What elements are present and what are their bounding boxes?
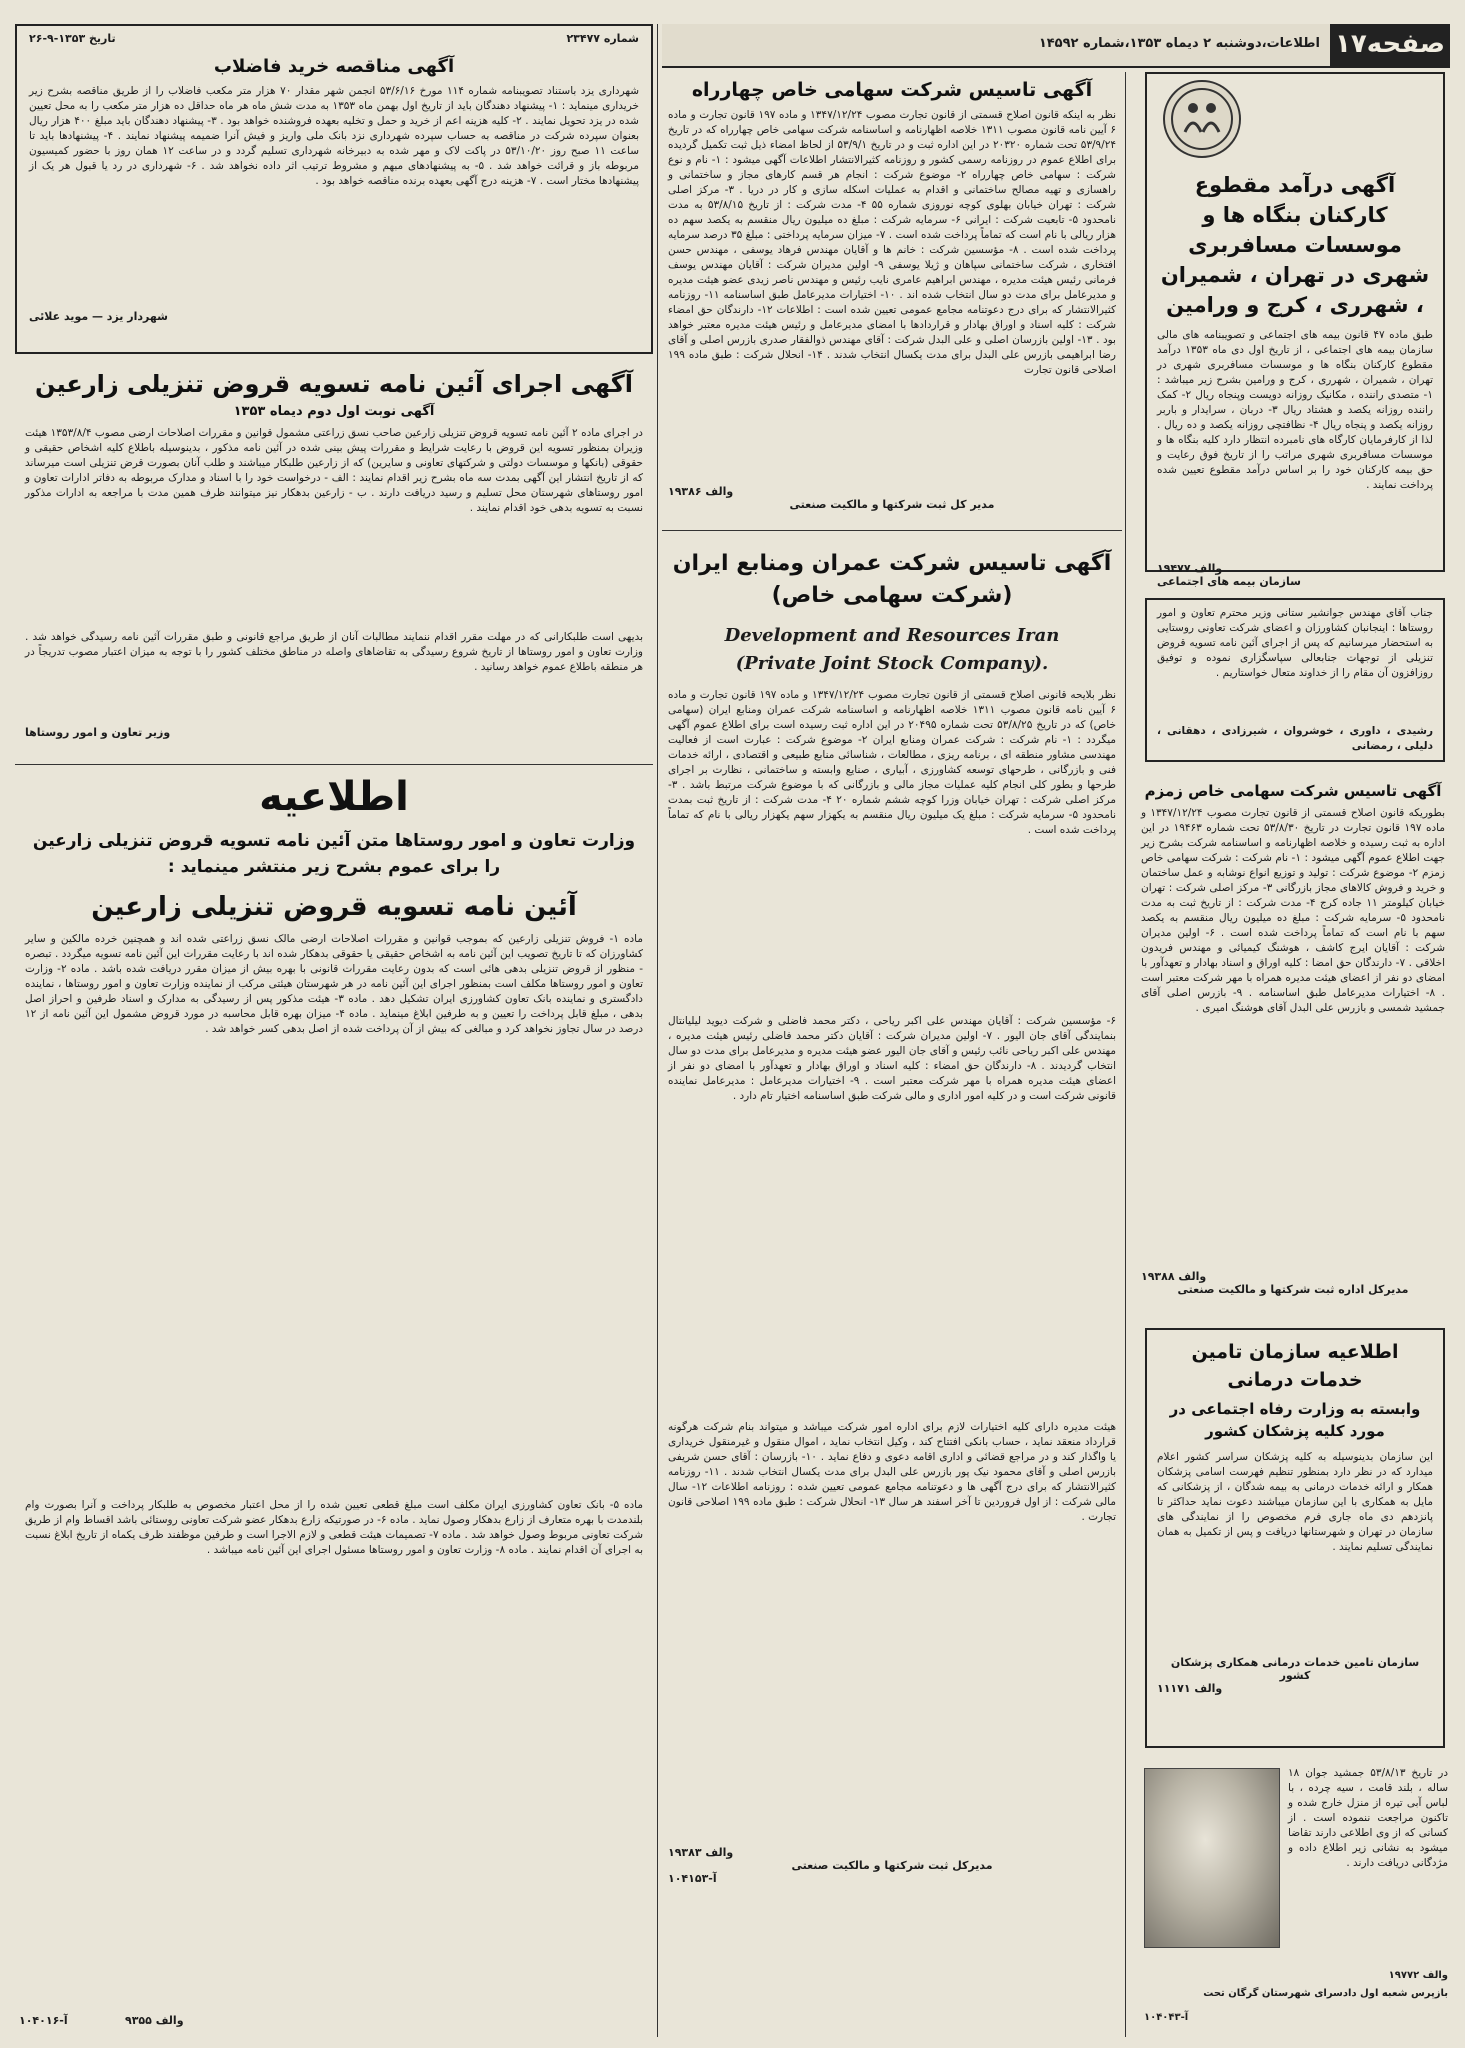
loan-notice-signature: وزیر تعاون و امور روستاها bbox=[25, 726, 171, 739]
section-rule bbox=[662, 530, 1122, 531]
zamzam-body: بطوریکه قانون اصلاح قسمتی از قانون تجارت مصوب ۱۳۴۷/۱۲/۲۴ و ماده ۱۹۷ قانون تجارت در تاریخ ۵۳/۸/۳۰ تحت شماره ۱۹۴۶۳ در این اداره به ثبت رسیده و خلاصه اظهارنامه و اساسنامه شرکت بشرح زیر جهت اطلاع عموم آگهی میشود : ۱- نام شرکت : شرکت سهامی خاص زمزم ۲- موضوع شرکت : تولید و توزیع انواع نوشابه و عمل ساختمان و خرید و فروش کالاهای مجاز بازرگانی ۳- مرکز اصلی شرکت : تهران خیابان کیلومتر ۱۱ جاده کرج ۴- مدت شرکت : از تاریخ ثبت به مدت نامحدود ۵- سرمایه شرکت : مبلغ ده میلیون ریال منقسم به یکصد سهم با نام است که تماماً پرداخت شده است . ۶- اولین مدیران شرکت : آقایان ایرج کاشف ، هوشنگ کیمیائی و مهندس فریدون اخلاقی . ۷- دارندگان حق امضا : کلیه اوراق و اسناد بهادار و تعهدآور با امضای دو نفر از اعضای هیئت مدیره همراه با مهر شرکت معتبر است . ۸- اختیارات مدیرعامل طبق اساسنامه . ۹- بازرس اصلی آقای جمشید شمسی و بازرس علی البدل آقای هوشنگ امیری . bbox=[1141, 807, 1446, 1014]
dev-resources-ref: والف ۱۹۳۸۳ bbox=[668, 1846, 734, 1859]
section-rule bbox=[15, 764, 653, 765]
missing-person-code: آ-۱۰۴۰۴۳ bbox=[1144, 2012, 1189, 2023]
insurance-ad-title: آگهی درآمد مقطوع کارکنان بنگاه ها و موسسات مسافربری شهری در تهران ، شمیران ، شهرری ، کرج و ورامین bbox=[1160, 173, 1430, 317]
yazd-body: شهرداری یزد باستناد تصویبنامه شماره ۱۱۴ مورخ ۵۳/۶/۱۶ انجمن شهر مقدار ۷۰ هزار متر مکعب فاضلاب را از طریق مناقصه بشرح زیر خریداری مینماید : ۱- پیشنهاد دهندگان باید از تاریخ اول بهمن ماه ۱۳۵۳ به مدت شش ماه هر ماه حداقل ده هزار متر مکعب را به محل تعیین شده در یزد تحویل نمایند . ۲- کلیه هزینه اعم از خرید و حمل و تخلیه بعهده فروشنده خواهد بود . ۳- پیشنهاد دهندگان باید مبلغ ۴۰۰ هزار ریال بعنوان سپرده شرکت در مناقصه به حساب سپرده شهرداری نزد بانک ملی واریز و فیش آنرا ضمیمه پیشنهاد نمایند . ۴- پیشنهادها باید تا ساعت ۱۱ صبح روز ۵۳/۱۰/۲۰ در پاکت لاک و مهر شده به دبیرخانه شهرداری تسلیم گردد و در ساعت ۱۲ همان روز با حضور کمیسیون مربوطه باز و قرائت خواهد شد . ۵- به پیشنهادهای مبهم و مشروط ترتیب اثر داده نخواهد شد . ۶- شهرداری در رد یا قبول هر یک از پیشنهادها مختار است . ۷- هزینه درج آگهی بعهده برنده مناقصه خواهد بود . bbox=[29, 85, 640, 187]
dev-resources-body-1: نظر بلایحه قانونی اصلاح قسمتی از قانون تجارت مصوب ۱۳۴۷/۱۲/۲۴ و ماده ۱۹۷ قانون تجارت و ماده ۶ آیین نامه قانون مصوب ۱۳۱۱ خلاصه اظهارنامه و اساسنامه شرکت عمران ومنابع ایران (سهامی خاص) که در تاریخ ۵۳/۸/۲۵ تحت شماره ۲۰۴۹۵ در این اداره ثبت رسیده است برای اطلاع عموم آگهی میگردد : ۱- نام شرکت : شرکت عمران ومنابع ایران ۲- موضوع شرکت : عبارت است از فعالیت مهندسی مشاور منطقه ای ، برنامه ریزی ، مطالعات ، شناسائی منابع طبیعی و اقتصادی ، ارائه خدمات فنی و بازرگانی ، طرحهای توسعه کشاورزی ، آبیاری ، صنایع وابسته و ساختمانی ، نظارت بر اجرای طرحها و بطور کلی انجام کلیه عملیات مجاز مالی و بازرگانی که با موضوع شرکت مرتبط باشد . ۳- مرکز اصلی شرکت : تهران خیابان وزرا کوچه ششم شماره ۲۰ ۴- مدت شرکت : از تاریخ ثبت بمدت نامحدود ۵- سرمایه شرکت : مبلغ یک میلیون ریال منقسم به یکهزار سهم یکهزار ریالی با نام که تماماً پرداخت شده است . bbox=[668, 689, 1117, 836]
chaharrah-ad bbox=[662, 76, 1122, 526]
dev-resources-ad bbox=[662, 540, 1122, 2030]
chaharrah-ref: والف ۱۹۳۸۶ bbox=[668, 485, 734, 498]
chaharrah-signature: مدیر کل ثبت شرکتها و مالکیت صنعتی bbox=[789, 498, 995, 511]
farmers-thanks-text: جناب آقای مهندس جوانشیر ستانی وزیر محترم تعاون و امور روستاها : اینجانبان کشاورزان و اعضای شرکت تعاونی روستایی به استحضار میرسانیم که پس از اجرای آئین نامه تسویه قروض تنزیلی از توجهات جنابعالی سپاسگزاری نموده و توفیق روزافزون آن مقام را از خداوند متعال خواستاریم . bbox=[1157, 607, 1433, 679]
loan-notice-title: آگهی اجرای آئین نامه تسویه قروض تنزیلی زارعین bbox=[35, 370, 633, 398]
insurance-ad-signature: سازمان بیمه های اجتماعی bbox=[1157, 575, 1301, 588]
health-notice-body: این سازمان بدینوسیله به کلیه پزشکان سراسر کشور اعلام میدارد که در نظر دارد بمنظور تنظیم فهرست اسامی پزشکان همکار و ارائه خدمات درمانی به بیمه شدگان ، از پزشکانی که مایل به همکاری با این سازمان میباشند دعوت نماید حداکثر تا پانزدهم دی ماه جاری فرم مخصوص را از نمایندگی های سازمان در تهران و شهرستانها دریافت و پس از تکمیل به همان نمایندگی تسلیم نمایند . bbox=[1157, 1451, 1433, 1553]
column-rule bbox=[1125, 72, 1126, 2037]
regulation-body-2: ماده ۵- بانک تعاون کشاورزی ایران مکلف است مبلغ قطعی تعیین شده را از محل اعتبار مخصوص به طلبکار پرداخت و آنرا بصورت وام بلندمدت با بهره متعارف از زارع بدهکار وصول نماید . ماده ۶- در صورتیکه زارع بدهکار عضو شرکت تعاونی روستائی باشد اقساط وام از طریق شرکت تعاونی مربوط وصول خواهد شد . ماده ۷- تصمیمات هیئت قطعی و لازم الاجرا است و طرفین موظفند ظرف یکماه از تاریخ ابلاغ نسبت به اجرای آن اقدام نمایند . ماده ۸- وزارت تعاون و امور روستاها مسئول اجرای این آئین نامه میباشد . bbox=[25, 1499, 644, 1556]
regulation-ref: والف ۹۳۵۵ bbox=[125, 2014, 184, 2027]
missing-person-photo bbox=[1144, 1768, 1280, 1948]
insurance-ad bbox=[1145, 72, 1445, 588]
yazd-date: تاریخ ۱۳۵۳-۹-۲۶ bbox=[29, 32, 116, 45]
insurance-ad-body: طبق ماده ۴۷ قانون بیمه های اجتماعی و تصویبنامه های مالی سازمان بیمه های اجتماعی ، از تاریخ اول دی ماه ۱۳۵۳ درآمد مقطوع کارکنان بنگاه ها و موسسات مسافربری شهری در تهران ، شمیران ، شهرری ، کرج و ورامین بشرح زیر میباشد : ۱- متصدی راننده ، مکانیک روزانه دویست وپنجاه ریال ۲- کمک راننده روزانه یکصد و هشتاد ریال ۳- دربان ، سرایدار و باربر روزانه یکصد و پنجاه ریال ۴- نظافتچی روزانه یکصد و ده ریال . لذا از کارفرمایان کارگاه های نامبرده انتظار دارد کلیه بنگاه ها و موسسات مسافربری شهری مراتب را از تاریخ فوق رعایت و حق بیمه کارکنان خود را بر اساس درآمد مقطوع تعیین شده پرداخت نمایند . bbox=[1157, 329, 1434, 491]
yazd-signature: شهردار یزد — موید علائی bbox=[29, 310, 168, 323]
health-notice bbox=[1145, 1328, 1445, 1748]
chaharrah-body: نظر به اینکه قانون اصلاح قسمتی از قانون تجارت مصوب ۱۳۴۷/۱۲/۲۴ و ماده ۱۹۷ قانون تجارت و ماده ۶ آیین نامه قانون مصوب ۱۳۱۱ خلاصه اظهارنامه و اساسنامه شرکت سهامی خاص چهارراه که در تاریخ ۵۳/۹/۲۴ تحت شماره ۲۰۳۲۰ در این اداره ثبت و در تاریخ ۵۳/۹/۱ از لحاظ امضاء ذیل ثبت تکمیل گردیده برای اطلاع عموم در روزنامه رسمی کشور و روزنامه کثیرالانتشار اطلاعات آگهی میشود : ۱- نام و نوع شرکت : سهامی خاص چهارراه ۲- موضوع شرکت : انجام هر قسم کارهای مجاز و ساختمانی و راهسازی و تهیه مصالح ساختمانی و اقدام به عملیات اسکله سازی و کار در دریا . ۳- مرکز اصلی شرکت : تهران خیابان بهلوی کوچه نوروزی شماره ۵۵ ۴- مدت شرکت : از تاریخ ۵۳/۸/۱۵ به مدت نامحدود ۵- تابعیت شرکت : ایرانی ۶- سرمایه شرکت : مبلغ ده میلیون ریال منقسم به یکصد سهم ده هزار ریالی با نام است که تماماً پرداخت شده است . ۷- میزان سرمایه پرداختی : مبلغ ۳۵ درصد سرمایه پرداخت شده است . ۸- مؤسسین شرکت : خانم ها و آقایان مهندس فرهاد یوسفی ، مهندس حسن افتخاری ، شرکت ساختمانی سپاهان و ژیلا یوسفی ۹- اولین مدیران شرکت : آقایان مهندس یوسف فرمانی رئیس هیئت مدیره ، مهندس ابراهیم عامری نایب رئیس و مهندس ناصر زیدی عضو هیئت مدیره و مدیرعامل برای مدت دو سال انتخاب شده اند . ۱۰- اختیارات مدیرعامل طبق اساسنامه ۱۱- روزنامه کثیرالانتشار که برای درج دعوتنامه مجامع عمومی تعیین شده است : اطلاعات ۱۲- دارندگان حق امضاء شرکت : کلیه اسناد و اوراق بهادار و قراردادها با امضای مدیرعامل و رئیس هیئت مدیره معتبر خواهد بود . ۱۳- اولین بازرسان اصلی و علی البدل شرکت : آقای مهندس ذوالفقار صدری بازرس اصلی و آقای رضا ابراهیمی بازرس علی البدل برای مدت یکسال انتخاب شدند . ۱۴- انحلال شرکت : طبق ماده ۱۹۹ اصلاحی قانون تجارت bbox=[668, 109, 1117, 376]
missing-person-signature: بازپرس شعبه اول دادسرای شهرستان گرگان تحت bbox=[1203, 1988, 1448, 1999]
regulation-body-1: ماده ۱- فروش تنزیلی زارعین که بموجب قوانین و مقررات اصلاحات ارضی مالک نسق زراعتی شده اند و همچنین خرده مالکین و سایر کشاورزان که تا تاریخ تصویب این آئین نامه به اشخاص حقیقی یا حقوقی بدهکار شده اند با رعایت مقررات این آئین نامه تسویه میگردد . تبصره - منظور از قروض تنزیلی بدهی هائی است که بدون رعایت مقررات قانونی با بهره بیش از میزان مقرر دریافت شده باشد . ماده ۲- وزارت تعاون و امور روستاها مکلف است بمنظور اجرای این آئین نامه در هر شهرستان هیئتی مرکب از نماینده وزارت تعاون و امور روستاها ، نماینده دادگستری و نماینده بانک تعاون کشاورزی ایران تشکیل دهد . ماده ۳- هیئت مذکور پس از رسیدگی به مدارک و اسناد طرفین و احراز اصل بدهی ، مبلغ قابل پرداخت را تعیین و به طرفین ابلاغ مینماید . ماده ۴- میزان بهره قابل محاسبه در مورد قروض مشمول این آئین نامه از ۱۲ درصد در سال تجاوز نخواهد کرد و مبالغی که بیش از آن پرداخت شده از اصل بدهی کسر خواهد شد . bbox=[25, 933, 644, 1035]
dev-resources-code: آ-۱۰۴۱۵۳ bbox=[668, 1872, 717, 1885]
missing-person-notice bbox=[1140, 1762, 1450, 2037]
zamzam-ad bbox=[1135, 780, 1451, 1320]
people-emblem-icon bbox=[1165, 82, 1239, 156]
loan-notice-subtitle: آگهی نوبت اول دوم دیماه ۱۳۵۳ bbox=[233, 404, 435, 419]
missing-person-body: در تاریخ ۵۳/۸/۱۳ جمشید جوان ۱۸ ساله ، بلند قامت ، سیه چرده ، با لباس آبی تیره از منزل خارج شده و تاکنون مراجعت ننموده است . از کسانی که از وی اطلاعی دارند تقاضا میشود به نشانی زیر اطلاع داده و مژدگانی دریافت دارند . bbox=[1288, 1767, 1448, 1869]
regulation-heading: آئین نامه تسویه قروض تنزیلی زارعین bbox=[91, 892, 577, 922]
health-notice-ref: والف ۱۱۱۷۱ bbox=[1157, 1682, 1223, 1695]
insurance-ad-ref: والف ۱۹۴۷۷ bbox=[1157, 562, 1223, 575]
zamzam-title: آگهی تاسیس شرکت سهامی خاص زمزم bbox=[1144, 782, 1442, 800]
dev-resources-english-name: Development and Resources Iran (Private Joint Stock Company). bbox=[724, 625, 1060, 674]
issue-line: اطلاعات،دوشنبه ۲ دیماه ۱۳۵۳،شماره ۱۴۵۹۲ bbox=[1038, 36, 1320, 51]
dev-resources-title: آگهی تاسیس شرکت عمران ومنابع ایران bbox=[672, 551, 1112, 576]
chaharrah-title: آگهی تاسیس شرکت سهامی خاص چهارراه bbox=[691, 79, 1093, 101]
yazd-issue-number: شماره ۲۳۴۷۷ bbox=[566, 32, 639, 45]
insurance-emblem bbox=[1163, 80, 1241, 158]
masthead bbox=[662, 24, 1450, 68]
announcement-title: اطلاعیه bbox=[259, 774, 409, 820]
regulation-code: آ-۱۰۴۰۱۶ bbox=[19, 2014, 68, 2027]
dev-resources-subtitle: (شرکت سهامی خاص) bbox=[771, 583, 1013, 608]
loan-settlement-notice bbox=[15, 360, 653, 760]
farmers-thanks-notice bbox=[1145, 598, 1445, 762]
yazd-tender-ad bbox=[15, 24, 653, 354]
dev-resources-body-2: ۶- مؤسسین شرکت : آقایان مهندس علی اکبر ریاحی ، دکتر محمد فاضلی و شرکت دیوید لیلیانتال بنمایندگی آقای جان الیور . ۷- اولین مدیران شرکت : آقایان دکتر محمد فاضلی رئیس هیئت مدیره ، مهندس علی اکبر ریاحی نائب رئیس و آقای جان الیور عضو هیئت مدیره و مدیرعامل برای مدت دو سال انتخاب گردیدند . ۸- دارندگان حق امضاء : کلیه اسناد و اوراق بهادار و تعهدآور با امضای دو نفر از اعضای هیئت مدیره همراه با مهر شرکت معتبر است . ۹- اختیارات مدیرعامل : مدیرعامل نماینده قانونی شرکت است و در کلیه امور اداری و مالی شرکت طبق اساسنامه اختیار تام دارد . bbox=[668, 1015, 1116, 1102]
farmers-thanks-names: رشیدی ، داوری ، خوشروان ، شیرزادی ، دهقانی ، دلیلی ، رمضانی bbox=[1157, 725, 1433, 752]
zamzam-ref: والف ۱۹۳۸۸ bbox=[1141, 1270, 1207, 1283]
loan-notice-body-2: بدیهی است طلبکارانی که در مهلت مقرر اقدام ننمایند مطالبات آنان از طریق مراجع قانونی و طبق مقررات آئین نامه رسیدگی خواهد شد . وزارت تعاون و امور روستاها از تاریخ شروع رسیدگی به تقاضاهای واصله در مناطق مختلف کشور را با توجه به میزان اعتبار مصوب تدریجاً در هر منطقه باطلاع عموم خواهد رسانید . bbox=[25, 631, 643, 673]
health-notice-title: اطلاعیه سازمان تامین خدمات درمانی bbox=[1191, 1341, 1399, 1391]
regulation-announcement bbox=[15, 770, 653, 2035]
missing-person-ref: والف ۱۹۷۷۲ bbox=[1388, 1970, 1448, 1981]
loan-notice-body-1: در اجرای ماده ۲ آئین نامه تسویه قروض تنزیلی زارعین صاحب نسق زراعتی مشمول قوانین و مقررات اصلاحات ارضی مصوب ۱۳۵۳/۸/۴ هیئت وزیران بمنظور تسویه این قروض با رعایت شرایط و مقررات پیش بینی شده در آئین نامه مذکور ، بدینوسیله باطلاع کلیه اشخاص حقیقی و حقوقی (بانکها و موسسات دولتی و شرکتهای تعاونی و سایرین) که از زارعین طلبکار میباشند و طلب آنان بصورت قرض تنزیلی است میرساند که از تاریخ انتشار این آگهی بمدت سه ماه بشرح زیر اقدام نمایند : الف - درخواست خود را با اسناد و مدارک مربوطه به دفاتر ادارات تعاون و امور روستاهای شهرستان محل تسلیم و رسید دریافت دارند . ب - زارعین بدهکار نیز میتوانند ظرف همین مدت با مراجعه به ادارات مذکور نسبت به تسویه بدهی خود اقدام نمایند . bbox=[25, 427, 643, 514]
health-notice-subtitle: وابسته به وزارت رفاه اجتماعی در مورد کلیه پزشکان کشور bbox=[1169, 1400, 1421, 1440]
zamzam-signature: مدیرکل اداره ثبت شرکتها و مالکیت صنعتی bbox=[1177, 1283, 1409, 1296]
dev-resources-signature: مدیرکل ثبت شرکتها و مالکیت صنعتی bbox=[791, 1859, 993, 1872]
yazd-title: آگهی مناقصه خرید فاضلاب bbox=[213, 56, 455, 77]
announcement-subtitle: وزارت تعاون و امور روستاها متن آئین نامه تسویه قروض تنزیلی زارعین را برای عموم بشرح زیر منتشر مینماید : bbox=[32, 831, 636, 877]
dev-resources-body-3: هیئت مدیره دارای کلیه اختیارات لازم برای اداره امور شرکت میباشد و میتواند بنام شرکت هرگونه قرارداد منعقد نماید ، حساب بانکی افتتاح کند ، وکیل انتخاب نماید ، اموال منقول و غیرمنقول خریداری یا واگذار کند و در مراجع قضائی و اداری اقامه دعوی و دفاع نماید . ۱۰- بازرسان : آقای حسن شریفی بازرس اصلی و آقای محمود نیک پور بازرس علی البدل برای مدت یکسال انتخاب شدند . ۱۱- روزنامه کثیرالانتشار که برای درج آگهی ها و دعوتنامه مجامع عمومی تعیین شده : روزنامه اطلاعات ۱۲- سال مالی شرکت : از اول فروردین تا آخر اسفند هر سال ۱۳- انحلال شرکت : طبق ماده ۱۹۹ اصلاحی قانون تجارت . bbox=[668, 1421, 1117, 1523]
page-number: صفحه۱۷ bbox=[1330, 24, 1450, 66]
column-rule bbox=[657, 24, 658, 2037]
health-notice-signature: سازمان تامین خدمات درمانی همکاری پزشکان کشور bbox=[1170, 1656, 1420, 1682]
